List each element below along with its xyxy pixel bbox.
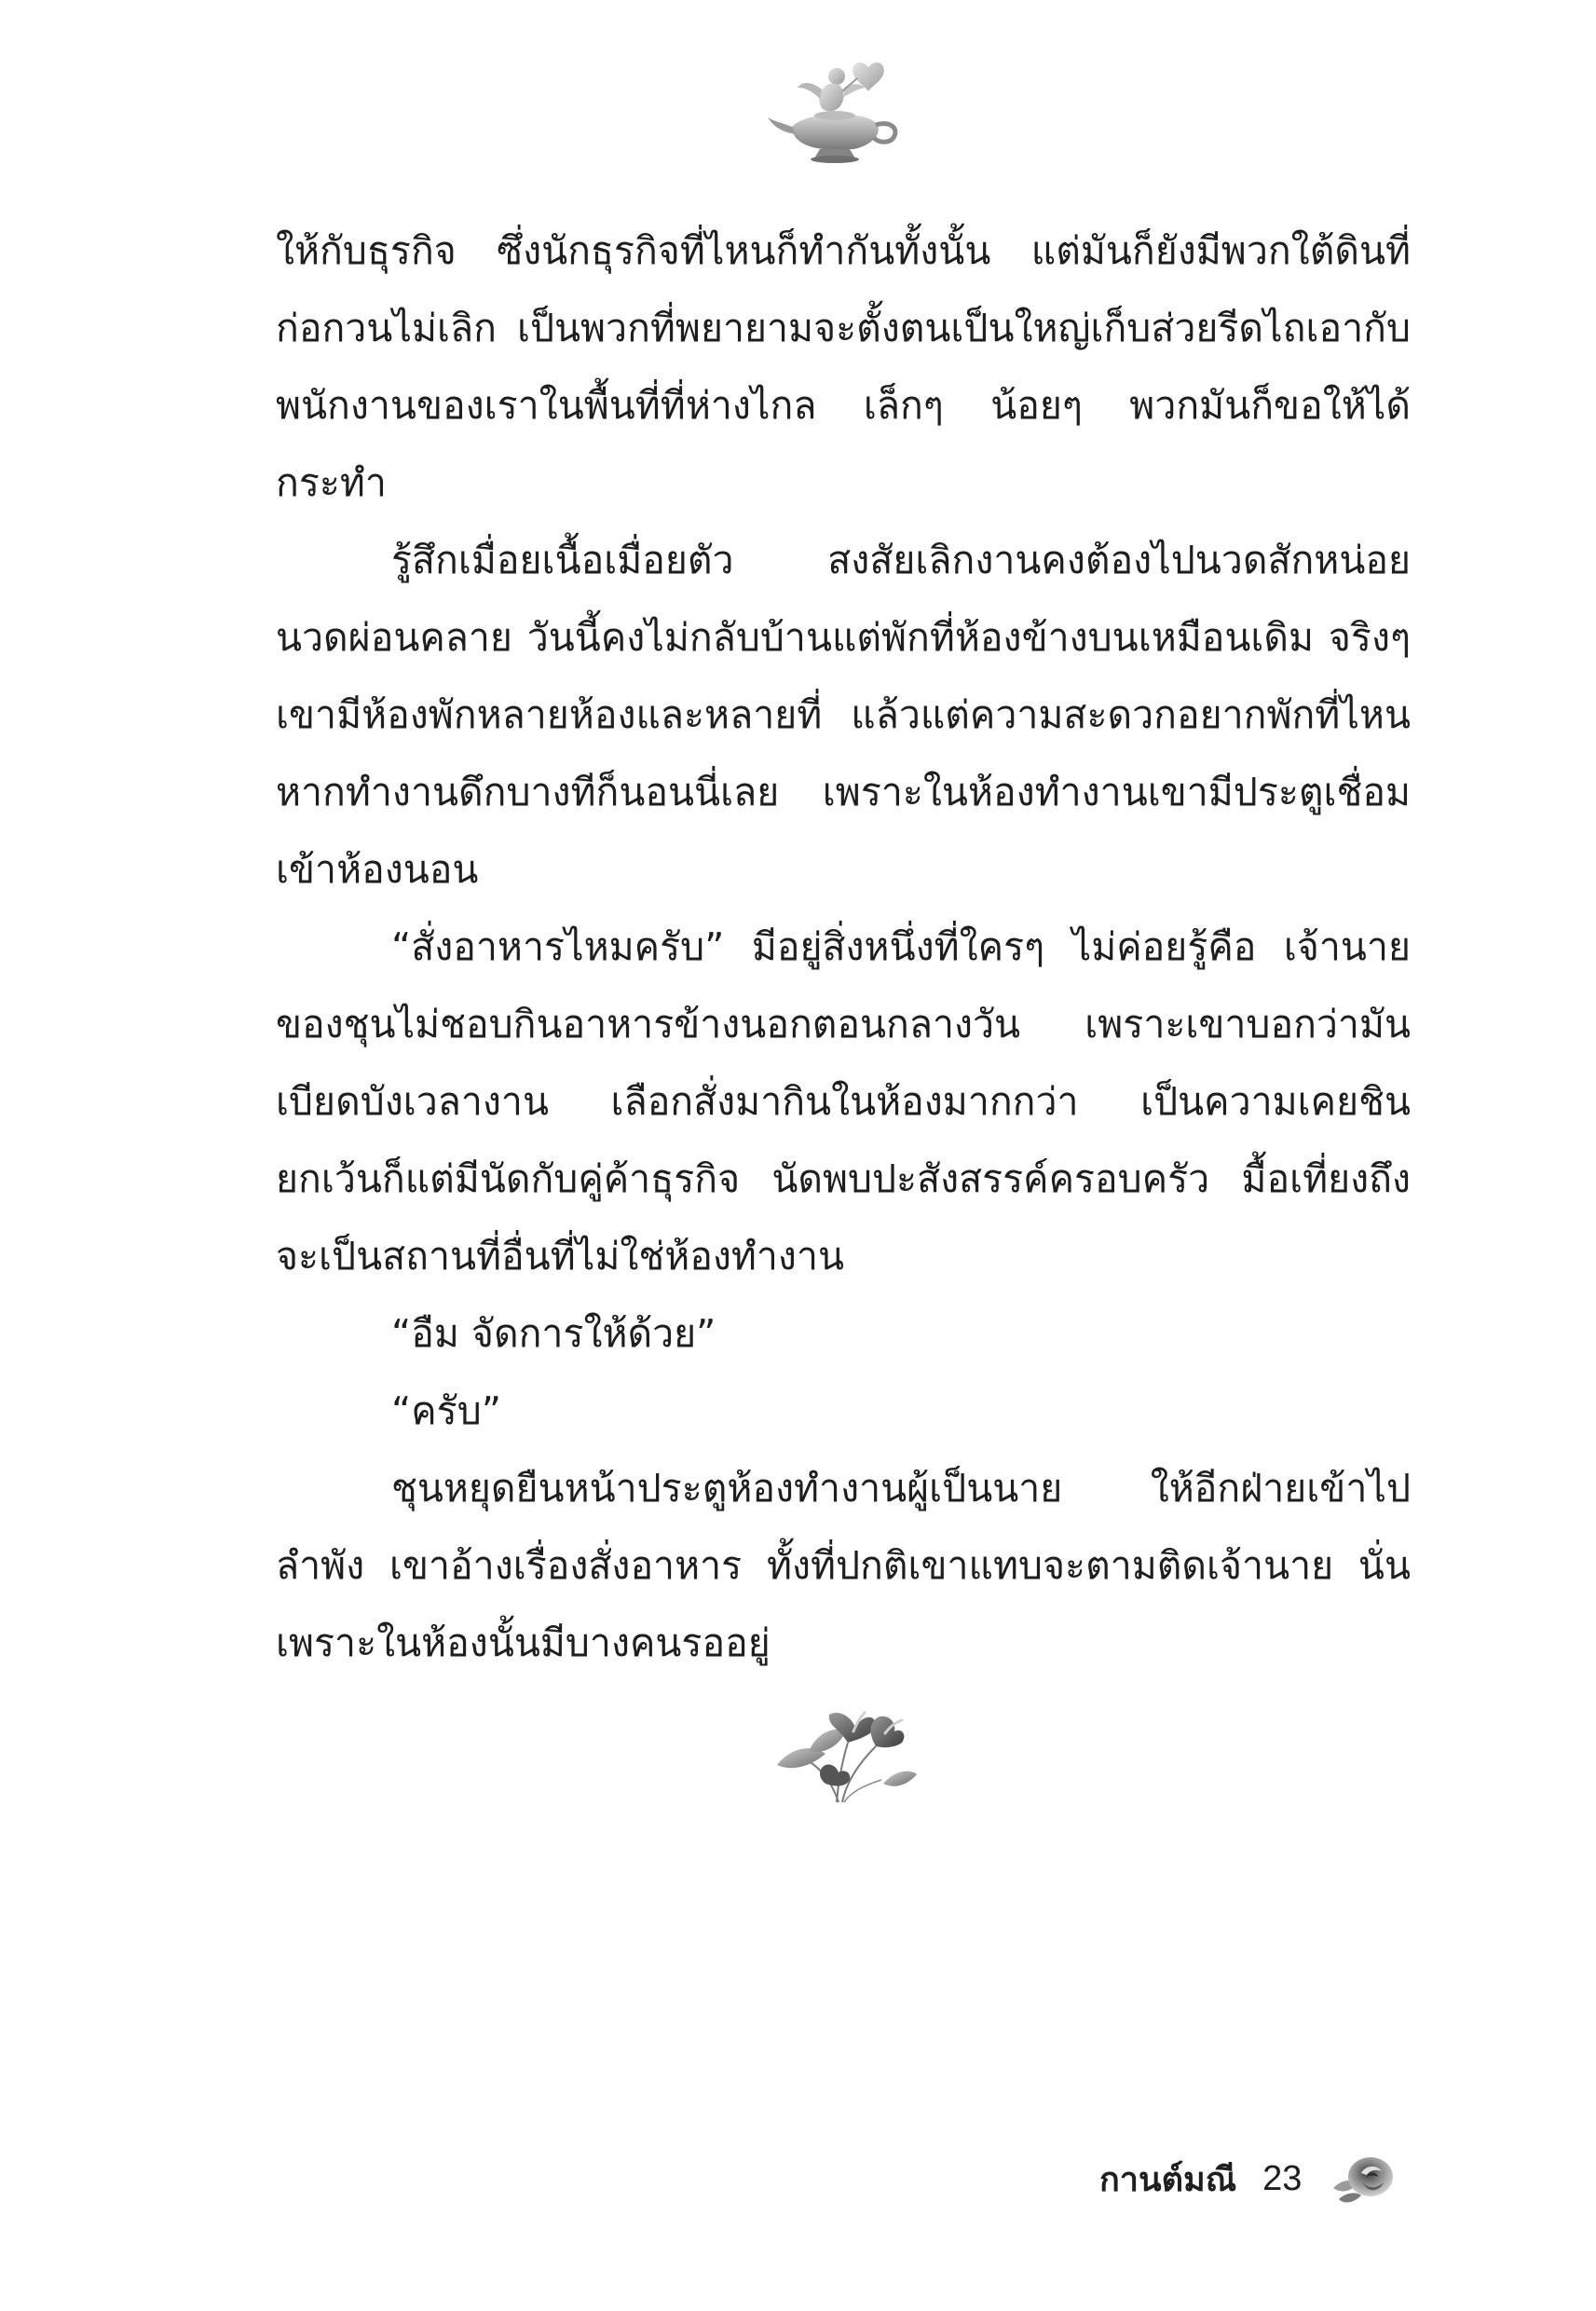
paragraph-5: “ครับ”: [391, 1388, 501, 1433]
page-number: 23: [1262, 2158, 1303, 2198]
book-title: กานต์มณี: [1099, 2160, 1237, 2199]
paragraph-1: ให้กับธุรกิจ ซึ่งนักธุรกิจที่ไหนก็ทำกันทั้งนั้น แต่มันก็ยังมีพวกใต้ดินที่ก่อกวนไม่เลิก เป็นพวกที่พยายามจะตั้งตนเป็นใหญ่เก็บส่วยรีดไถเอากับพนักงานของเราในพื้นที่ที่ห่างไกล เล็กๆ น้อยๆ พวกมันก็ขอให้ได้กระทำ: [276, 228, 1411, 505]
paragraph-3: “สั่งอาหารไหมครับ” มีอยู่สิ่งหนึ่งที่ใครๆ ไม่ค่อยรู้คือ เจ้านายของชุนไม่ชอบกินอาหารข้างนอกตอนกลางวัน เพราะเขาบอกว่ามันเบียดบังเวลางาน เลือกสั่งมากินในห้องมากกว่า เป็นความเคยชิน ยกเว้นก็แต่มีนัดกับคู่ค้าธุรกิจ นัดพบปะสังสรรค์ครอบครัว มื้อเที่ยงถึงจะเป็นสถานที่อื่นที่ไม่ใช่ห้องทำงาน: [276, 924, 1411, 1279]
rose-icon: [1330, 2151, 1397, 2207]
paragraph-6: ชุนหยุดยืนหน้าประตูห้องทำงานผู้เป็นนาย ให้อีกฝ่ายเข้าไปลำพัง เขาอ้างเรื่องสั่งอาหาร ทั้งที่ปกติเขาแทบจะตามติดเจ้านาย นั่นเพราะในห้องนั้นมีบางคนรออยู่: [276, 1466, 1411, 1665]
paragraph-4: “อืม จัดการให้ด้วย”: [391, 1311, 716, 1356]
body-text: [276, 212, 1411, 1682]
paragraph-2: รู้สึกเมื่อยเนื้อเมื่อยตัว สงสัยเลิกงานคงต้องไปนวดสักหน่อย นวดผ่อนคลาย วันนี้คงไม่กลับบ้านแต่พักที่ห้องข้างบนเหมือนเดิม จริงๆ เขามีห้องพักหลายห้องและหลายที่ แล้วแต่ความสะดวกอยากพักที่ไหน หากทำงานดึกบางทีก็นอนนี่เลย เพราะในห้องทำงานเขามีประตูเชื่อมเข้าห้องนอน: [276, 538, 1411, 892]
cupid-lamp-icon: [764, 56, 904, 166]
anthurium-flower-icon: [771, 1705, 921, 1810]
page-footer: [1099, 2151, 1397, 2207]
